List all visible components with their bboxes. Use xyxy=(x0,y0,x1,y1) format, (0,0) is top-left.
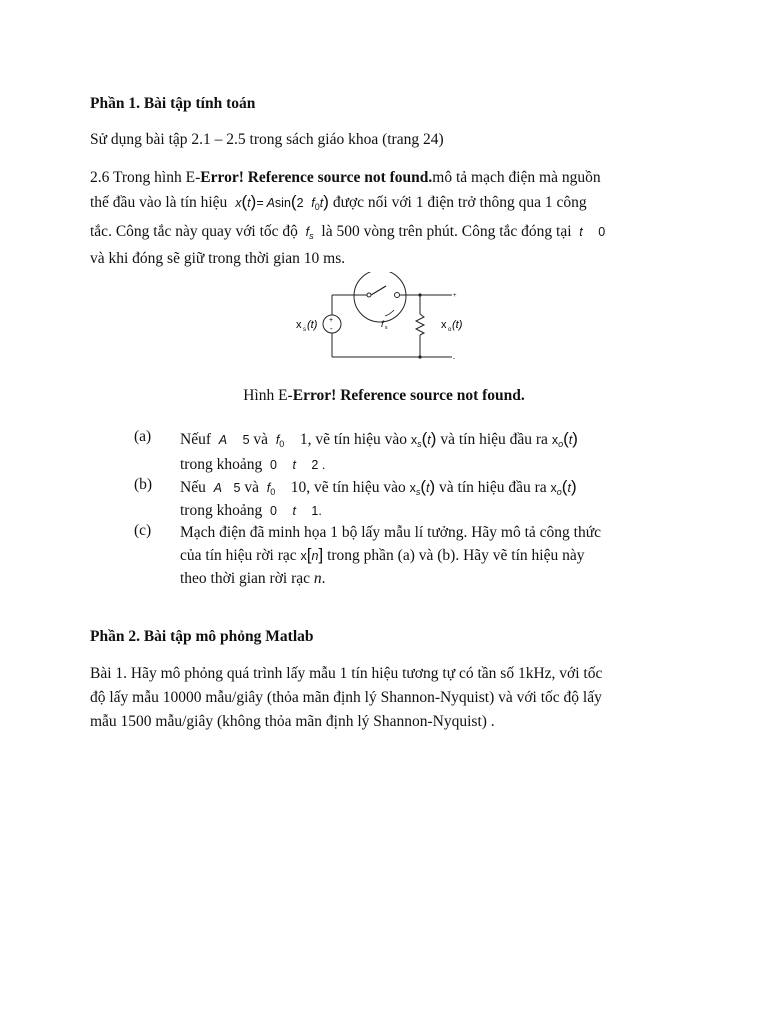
item-label: (a) xyxy=(134,428,152,445)
switch-contact-right xyxy=(395,293,400,298)
output-minus: - xyxy=(453,356,455,362)
xs-label: x xyxy=(296,319,302,331)
source-minus: - xyxy=(330,324,333,333)
section2-title: Phần 2. Bài tập mô phỏng Matlab xyxy=(90,628,314,645)
section1-intro: Sử dụng bài tập 2.1 – 2.5 trong sách giáo khoa (trang 24) xyxy=(90,131,444,148)
item-label: (c) xyxy=(134,522,152,539)
switch-contact-left xyxy=(367,293,371,297)
item-label: (b) xyxy=(134,476,153,493)
output-plus: + xyxy=(453,293,457,299)
source-plus: + xyxy=(329,317,334,324)
fs-sub: s xyxy=(385,325,388,331)
p26-line3: tắc. Công tắc này quay với tốc độ $f_s$ là 500 vòng trên phút. Công tắc đóng tại t 0 xyxy=(90,223,606,241)
rotation-arrow xyxy=(385,310,394,316)
p26-line4: và khi đóng sẽ giữ trong thời gian 10 ms. xyxy=(90,250,346,267)
error-reference: Error! Reference source not found. xyxy=(200,169,433,186)
p26-line2 xyxy=(90,192,587,217)
p26-line1-prefix: 2.6 Trong hình E- xyxy=(90,169,201,186)
circuit-diagram xyxy=(290,272,470,364)
signal-formula: x(t)= Asin(2 $f_0t$) xyxy=(235,192,329,212)
p26-line2-suffix: được nối với 1 điện trở thông qua 1 công xyxy=(332,194,587,211)
section2-line-2: độ lấy mẫu 10000 mẫu/giây (thỏa mãn định lý Shannon-Nyquist) và với tốc độ lấy xyxy=(90,689,602,706)
section1-title: Phần 1. Bài tập tính toán xyxy=(90,95,256,112)
switch-arm xyxy=(371,286,386,295)
fs-label: f xyxy=(381,319,384,329)
section2-line-1: Bài 1. Hãy mô phỏng quá trình lấy mẫu 1 tín hiệu tương tự có tần số 1kHz, với tốc xyxy=(90,665,603,682)
figure-caption: Hình E-Error! Reference source not found. xyxy=(243,387,525,404)
p26-line1 xyxy=(90,168,601,188)
p26-line2-prefix: thế đầu vào là tín hiệu xyxy=(90,194,228,211)
xs-t: (t) xyxy=(307,319,318,331)
xo-t: (t) xyxy=(452,319,463,331)
document-page: Phần 1. Bài tập tính toán Sử dụng bài tập 2.1 – 2.5 trong sách giáo khoa (trang 24) 2.6 Trong hình E-Error! Reference source not found.mô tả mạch điện mà nguồn thế đầu vào là tín hiệu x(t)= Asin(2 $f_0t$) được nối với 1 điện trở thông qua 1 công tắc. Công tắc này quay với tốc độ $f_s$ là 500 vòng trên phút. Công tắc đóng tại t 0 và khi đóng sẽ giữ trong thời gian 10 ms. + - + - x s (t) f s x o (t) Hình E-Error! Reference source not found. (a) Nếuf A 5 và $f_0$ 1, vẽ tín hiệu vào $x_s(t)$ và tín hiệu đầu ra $x_o(t)$ trong khoảng 0 t 2 . (b) Nếu A 5 và $f_0$ 10, vẽ tín hiệu vào $x_s(t)$ và tín hiệu đầu ra $x_o(t)$ trong khoảng 0 t 1. (c) Mạch điện đã minh họa 1 bộ lấy mẫu lí tưởng. Hãy mô tả công thức của tín hiệu rời rạc x[n] trong phần (a) và (b). Hãy vẽ tín hiệu này theo thời gian rời rạc n. Phần 2. Bài tập mô phỏng Matlab Bài 1. Hãy mô phỏng quá trình lấy mẫu 1 tín hiệu tương tự có tần số 1kHz, với tốc độ lấy mẫu 10000 mẫu/giây (thỏa mãn định lý Shannon-Nyquist) và với tốc độ lấy mẫu 1500 mẫu/giây (không thỏa mãn định lý Shannon-Nyquist) . xyxy=(0,0,768,1024)
xs-sub: s xyxy=(303,327,306,333)
section2-line-3: mẫu 1500 mẫu/giây (không thỏa mãn định lý Shannon-Nyquist) . xyxy=(90,713,495,730)
xo-label: x xyxy=(441,319,447,331)
p26-line1-suffix: mô tả mạch điện mà nguồn xyxy=(432,169,601,186)
resistor xyxy=(416,314,424,335)
xo-sub: o xyxy=(448,327,452,333)
